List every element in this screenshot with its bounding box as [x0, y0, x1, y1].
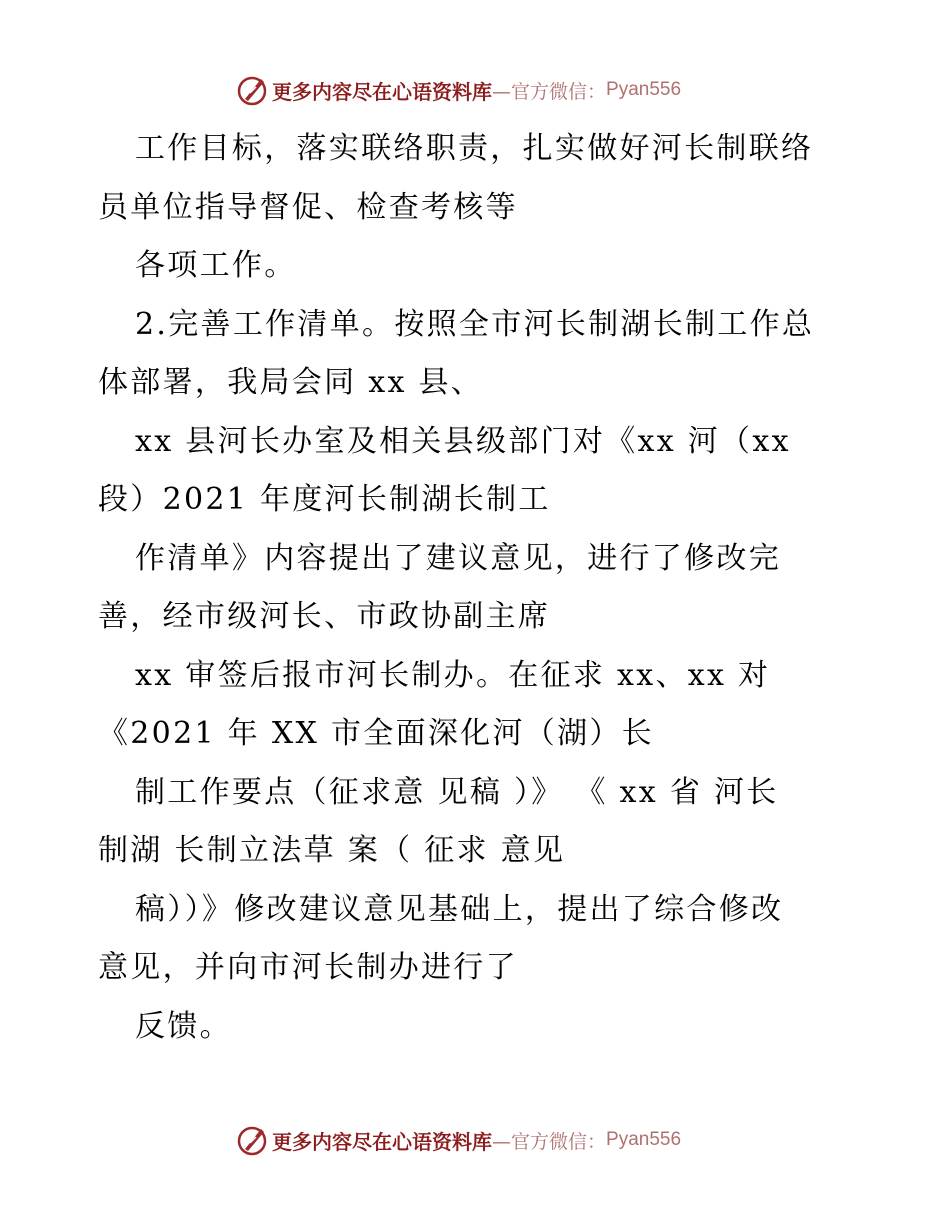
text-line: 员单位指导督促、检查考核等: [98, 189, 518, 225]
banner-account: Pyan556: [606, 1129, 682, 1150]
text-line: 稿））》修改建议意见基础上，提出了综合修改: [135, 891, 784, 927]
footer-banner: [236, 1122, 681, 1158]
banner-account: Pyan556: [606, 79, 682, 100]
banner-title: 更多内容尽在心语资料库: [272, 1129, 492, 1154]
body-text: [98, 120, 868, 1056]
text-line: 《2021 年 XX 市全面深化河（湖）长: [98, 716, 654, 751]
text-line: 段）2021 年度河长制湖长制工: [98, 482, 551, 517]
text-line: 制工作要点（征求意 见稿 ）》 《 xx 省 河长: [135, 774, 779, 810]
text-line: 反馈。: [135, 1008, 232, 1044]
banner-subtitle: —官方微信：: [492, 80, 607, 103]
text-line: 意见，并向市河长制办进行了: [98, 950, 518, 985]
quill-logo-icon: [236, 1123, 270, 1157]
text-line: 善，经市级河长、市政协副主席: [98, 599, 551, 634]
text-line: 制湖 长制立法草 案（ 征求 意见: [98, 833, 566, 868]
text-line: 体部署，我局会同 xx 县、: [98, 365, 484, 400]
text-line: xx 县河长办室及相关县级部门对《xx 河（xx: [135, 423, 791, 459]
banner-title: 更多内容尽在心语资料库: [272, 79, 492, 104]
banner-subtitle: —官方微信：: [492, 1130, 607, 1153]
text-line: 各项工作。: [135, 248, 297, 283]
text-line: xx 审签后报市河长制办。在征求 xx、xx 对: [135, 657, 771, 693]
header-banner: [236, 72, 681, 108]
text-line: 作清单》内容提出了建议意见，进行了修改完: [135, 540, 781, 576]
quill-logo-icon: [236, 73, 270, 107]
text-line: 2.完善工作清单。按照全市河长制湖长制工作总: [135, 306, 815, 342]
text-line: 工作目标，落实联络职责，扎实做好河长制联络: [135, 131, 814, 166]
